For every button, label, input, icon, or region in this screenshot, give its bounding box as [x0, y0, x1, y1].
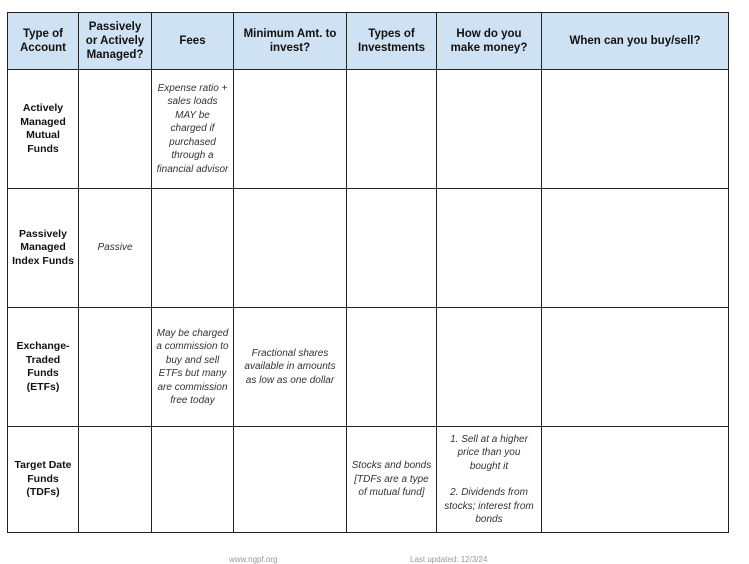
cell-managed	[79, 308, 152, 427]
row-label-mutual-funds: Actively Managed Mutual Funds	[8, 70, 79, 189]
cell-make-money	[437, 189, 542, 308]
header-buy-sell: When can you buy/sell?	[542, 13, 729, 70]
cell-buy-sell	[542, 308, 729, 427]
cell-buy-sell	[542, 70, 729, 189]
cell-managed: Passive	[79, 189, 152, 308]
header-make-money: How do you make money?	[437, 13, 542, 70]
cell-minimum	[234, 427, 347, 533]
cell-minimum	[234, 189, 347, 308]
cell-minimum: Fractional shares available in amounts as low as one dollar	[234, 308, 347, 427]
cell-buy-sell	[542, 427, 729, 533]
cell-make-money	[437, 308, 542, 427]
row-label-etfs: Exchange-Traded Funds (ETFs)	[8, 308, 79, 427]
table-row	[8, 427, 729, 533]
header-fees: Fees	[152, 13, 234, 70]
header-row	[8, 13, 729, 70]
cell-investments	[347, 70, 437, 189]
footer-website: www.ngpf.org	[229, 555, 278, 564]
footer-last-updated: Last updated: 12/3/24	[410, 555, 488, 564]
table-row	[8, 70, 729, 189]
header-minimum: Minimum Amt. to invest?	[234, 13, 347, 70]
line-gap	[441, 473, 537, 486]
cell-make-money	[437, 70, 542, 189]
make-money-line-2: 2. Dividends from stocks; interest from bonds	[444, 487, 534, 525]
header-types-of-investments: Types of Investments	[347, 13, 437, 70]
cell-minimum	[234, 70, 347, 189]
make-money-line-1: 1. Sell at a higher price than you bought it	[450, 433, 528, 472]
table-row	[8, 308, 729, 427]
cell-fees: Expense ratio + sales loads MAY be charged if purchased through a financial advisor	[152, 70, 234, 189]
cell-fees	[152, 189, 234, 308]
cell-fees: May be charged a commission to buy and sell ETFs but many are commission free today	[152, 308, 234, 427]
header-type-of-account: Type of Account	[8, 13, 79, 70]
header-managed: Passively or Actively Managed?	[79, 13, 152, 70]
row-label-target-date-funds: Target Date Funds (TDFs)	[8, 427, 79, 533]
cell-make-money	[437, 427, 542, 533]
cell-investments	[347, 189, 437, 308]
table-row	[8, 189, 729, 308]
cell-managed	[79, 70, 152, 189]
cell-investments	[347, 308, 437, 427]
row-label-index-funds: Passively Managed Index Funds	[8, 189, 79, 308]
cell-buy-sell	[542, 189, 729, 308]
cell-fees	[152, 427, 234, 533]
cell-investments: Stocks and bonds [TDFs are a type of mutual fund]	[347, 427, 437, 533]
investment-comparison-table	[7, 12, 729, 533]
cell-managed	[79, 427, 152, 533]
